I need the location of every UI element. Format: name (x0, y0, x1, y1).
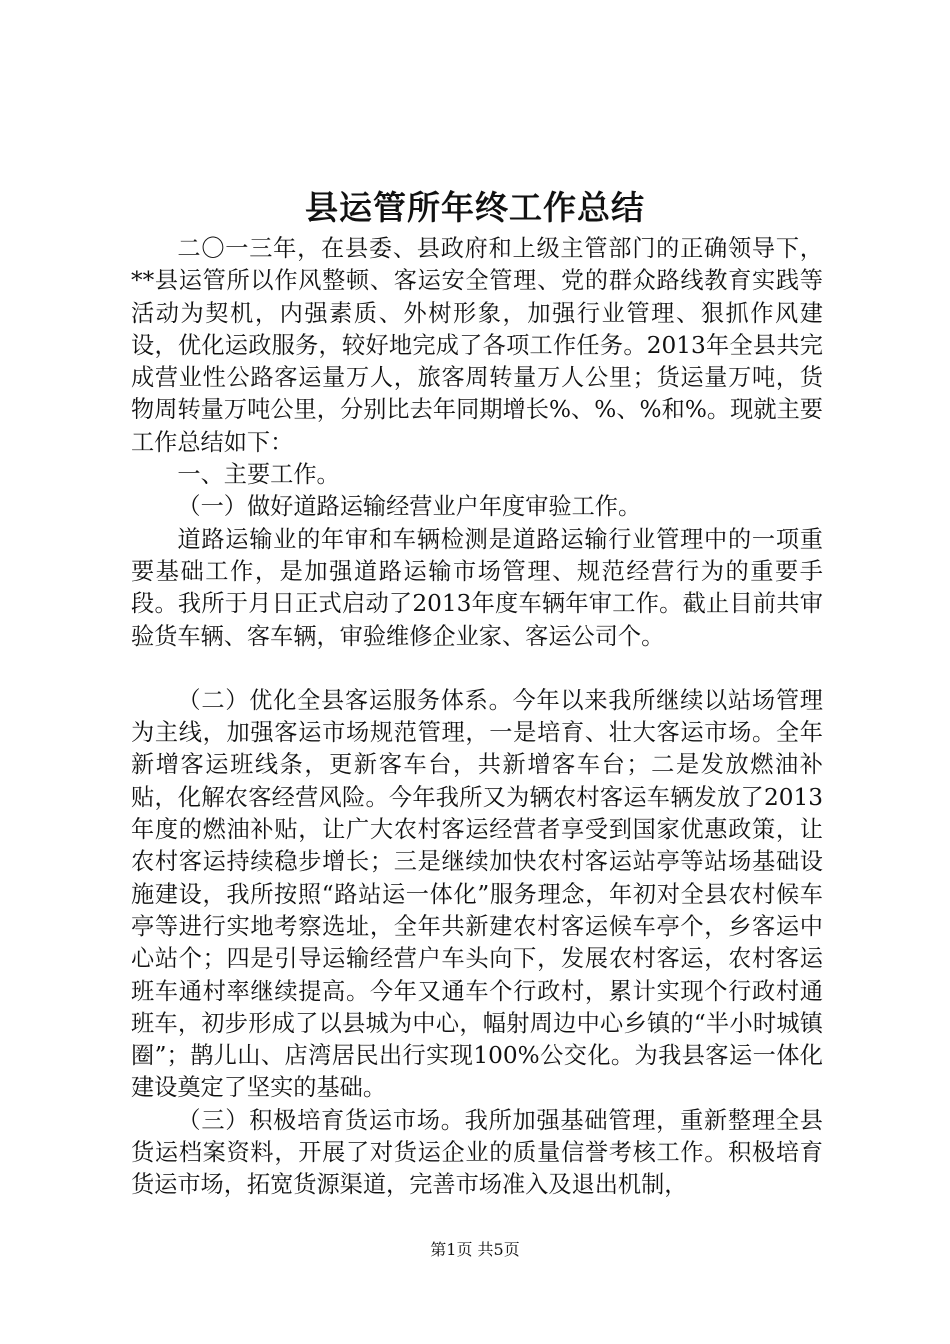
paragraph-passenger-service: （二）优化全县客运服务体系。今年以来我所继续以站场管理为主线，加强客运市场规范管理，一是培育、壮大客运市场。全年新增客运班线条，更新客车台，共新增客车台；二是发放燃油补贴，化解农客经营风险。今年我所又为辆农村客运车辆发放了2013年度的燃油补贴，让广大农村客运经营者享受到国家优惠政策，让农村客运持续稳步增长；三是继续加快农村客运站亭等站场基础设施建设，我所按照“路站运一体化”服务理念，年初对全县农村候车亭等进行实地考察选址，全年共新建农村客运候车亭个，乡客运中心站个；四是引导运输经营户车头向下，发展农村客运，农村客运班车通村率继续提高。今年又通车个行政村，累计实现个行政村通班车，初步形成了以县城为中心，幅射周边中心乡镇的“半小时城镇圈”；鹊儿山、店湾居民出行实现100%公交化。为我县客运一体化建设奠定了坚实的基础。 (131, 686, 823, 1102)
section-heading-main-work: 一、主要工作。 (177, 461, 340, 489)
document-title: 县运管所年终工作总结 (305, 188, 645, 227)
paragraph-freight-market: （三）积极培育货运市场。我所加强基础管理，重新整理全县货运档案资料，开展了对货运企业的质量信誉考核工作。积极培育货运市场，拓宽货源渠道，完善市场准入及退出机制， (131, 1106, 823, 1199)
paragraph-intro: 二〇一三年，在县委、县政府和上级主管部门的正确领导下，**县运管所以作风整顿、客运安全管理、党的群众路线教育实践等活动为契机，内强素质、外树形象，加强行业管理、狠抓作风建设，优化运政服务，较好地完成了各项工作任务。2013年全县共完成营业性公路客运量万人，旅客周转量万人公里；货运量万吨，货物周转量万吨公里，分别比去年同期增长%、%、%和%。现就主要工作总结如下： (131, 235, 823, 456)
paragraph-annual-review: 道路运输业的年审和车辆检测是道路运输行业管理中的一项重要基础工作，是加强道路运输市场管理、规范经营行为的重要手段。我所于月日正式启动了2013年度车辆年审工作。截止目前共审验货车辆、客车辆，审验维修企业家、客运公司个。 (131, 525, 823, 650)
document-body (131, 233, 823, 1202)
page-footer: 第1页 共5页 (430, 1240, 520, 1259)
subsection-heading-1: （一）做好道路运输经营业户年度审验工作。 (177, 493, 642, 521)
